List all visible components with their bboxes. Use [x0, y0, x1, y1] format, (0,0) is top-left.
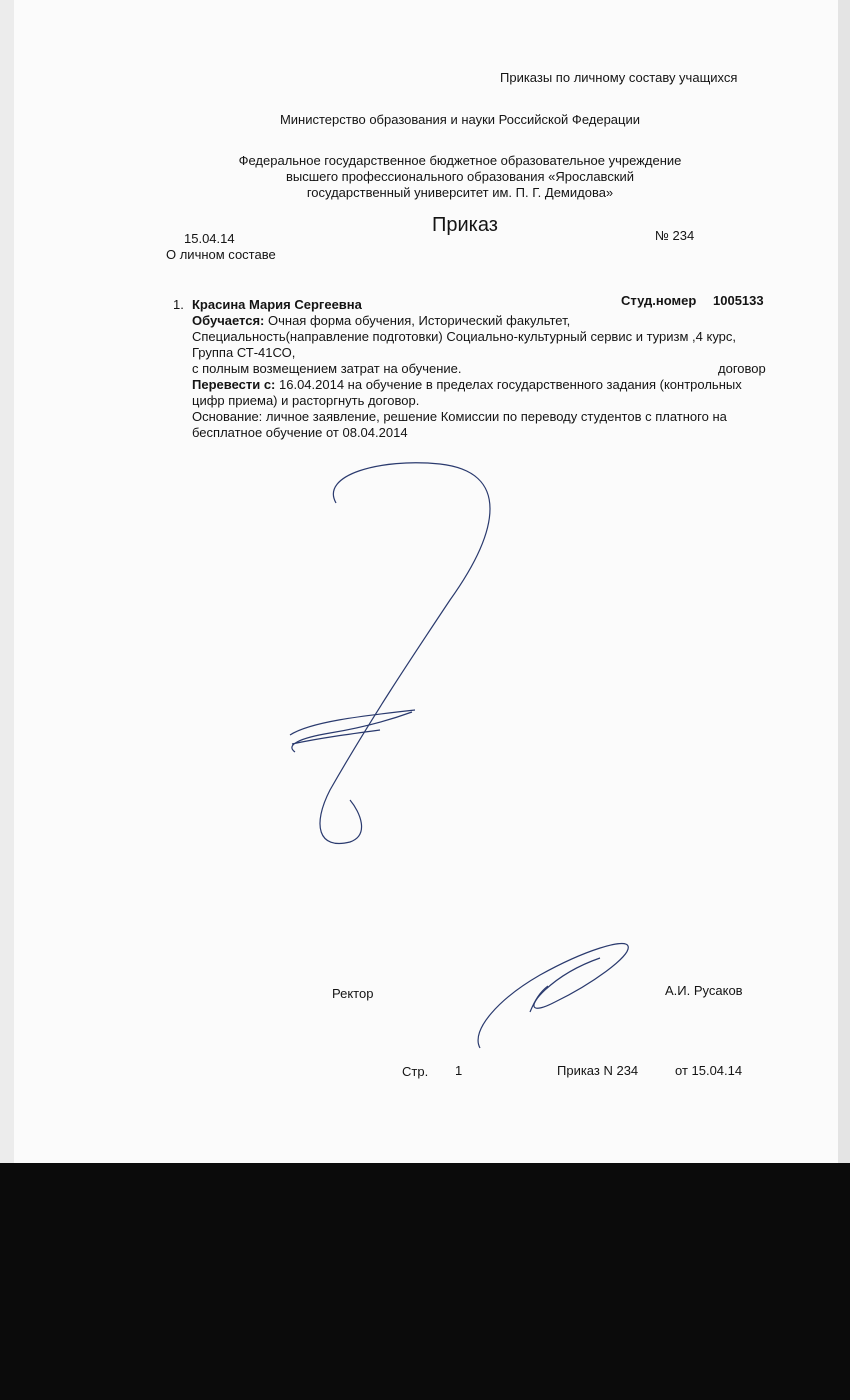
studies-value: Очная форма обучения, Исторический факультет,: [264, 313, 571, 328]
footer-date-ref: от 15.04.14: [675, 1063, 743, 1078]
transfer-line-cont: цифр приема) и расторгнуть договор.: [192, 393, 420, 408]
series-title: Приказы по личному составу учащихся: [500, 70, 738, 85]
institution-line-1: Федеральное государственное бюджетное образовательное учреждение: [238, 153, 682, 168]
institution-line-3: государственный университет им. П. Г. Демидова»: [306, 185, 614, 200]
order-number: № 234: [655, 228, 695, 243]
contract-label: договор: [718, 361, 766, 376]
order-subject: О личном составе: [166, 247, 276, 262]
student-name: Красина Мария Сергеевна: [192, 297, 362, 312]
ministry-name: Министерство образования и науки Российской Федерации: [279, 112, 641, 127]
page-number: 1: [455, 1063, 463, 1078]
specialty-line: Специальность(направление подготовки) Социально-культурный сервис и туризм ,4 курс,: [192, 329, 737, 344]
order-date: 15.04.14: [184, 231, 235, 246]
order-title: Приказ: [432, 214, 498, 236]
funding-line: с полным возмещением затрат на обучение.: [192, 361, 462, 376]
transfer-label: Перевести с:: [192, 377, 276, 392]
student-number-label: Студ.номер: [621, 293, 697, 308]
group-line: Группа СТ-41СО,: [192, 345, 296, 360]
student-number: 1005133: [713, 293, 764, 308]
transfer-value: 16.04.2014 на обучение в пределах государственного задания (контрольных: [275, 377, 742, 392]
signatory-name: А.И. Русаков: [665, 983, 743, 998]
basis-line-1: Основание: личное заявление, решение Комиссии по переводу студентов с платного на: [192, 409, 727, 424]
item-index: 1.: [173, 297, 184, 312]
basis-line-2: бесплатное обучение от 08.04.2014: [192, 425, 408, 440]
page-label: Стр.: [402, 1064, 429, 1079]
studies-label: Обучается:: [192, 313, 265, 328]
signature-position: Ректор: [332, 986, 374, 1001]
institution-line-2: высшего профессионального образования «Ярославский: [285, 169, 635, 184]
footer-order-ref: Приказ N 234: [557, 1063, 639, 1078]
